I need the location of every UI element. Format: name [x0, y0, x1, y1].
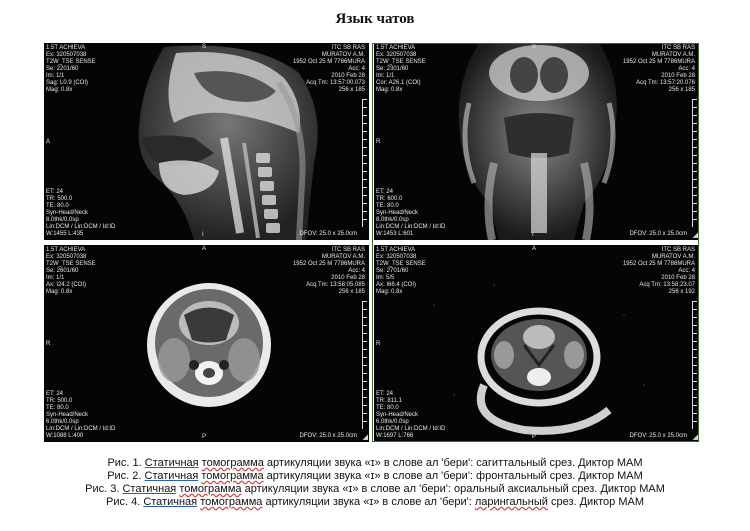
- accession: Acc: 4: [348, 66, 365, 72]
- caption-spellcheck-word: томограмма: [201, 470, 264, 482]
- slice-thickness: 6.0thk/0.0sp: [376, 419, 409, 425]
- caption-text: артикуляции звука «ɪ» в слове ал 'бери':: [262, 496, 475, 508]
- caption-underlined-word: Статичная: [144, 457, 199, 469]
- caption-prefix: Рис. 4.: [105, 496, 141, 508]
- sequence: T2W_TSE SENSE: [46, 59, 96, 65]
- scanner-model: 1.5T ACHIEVA: [46, 247, 86, 253]
- zoom-level: Mag: 0.8x: [46, 289, 73, 295]
- institution: ITC SB RAS: [661, 45, 695, 51]
- sequence: T2W_TSE SENSE: [376, 261, 426, 267]
- slice-thickness: 6.0thk/0.0sp: [46, 419, 79, 425]
- slice-position: Ax: I24.2 (COI): [46, 282, 87, 288]
- coil: Syn-Head/Neck: [376, 412, 419, 418]
- exam-id: Ex: 320507038: [46, 254, 87, 260]
- slice-position: Ax: I66.4 (COI): [376, 282, 417, 288]
- caption-text: срез. Диктор МАМ: [547, 496, 644, 508]
- orientation-bottom-label: I: [532, 232, 534, 238]
- study-date: 2010 Feb 28: [331, 73, 365, 79]
- lut-info: Lin:DCM / Lin:DCM / Id:ID: [46, 426, 116, 432]
- matrix-size: 256 x 185: [338, 289, 365, 295]
- caption-text: артикуляции звука «ɪ» в слове ал 'бери': фронтальный срез. Диктор МАМ: [263, 470, 643, 482]
- patient-dob: 1952 Oct 25 M 7786MURA: [622, 261, 695, 267]
- study-date: 2010 Feb 28: [661, 275, 695, 281]
- echo-time: TE: 80.0: [46, 405, 69, 411]
- caption-spellcheck-word: томограмма: [200, 496, 263, 508]
- slice-thickness: 8.0thk/0.0sp: [46, 217, 79, 223]
- orientation-top-label: A: [202, 246, 207, 252]
- mri-panel-coronal[interactable]: [374, 43, 699, 240]
- lut-info: Lin:DCM / Lin:DCM / Id:ID: [376, 426, 446, 432]
- orientation-bottom-label: P: [532, 434, 537, 440]
- accession: Acc: 4: [678, 66, 695, 72]
- repetition-time: TR: 811.1: [376, 398, 402, 404]
- lut-info: Lin:DCM / Lin:DCM / Id:ID: [46, 224, 116, 230]
- accession: Acc: 4: [348, 268, 365, 274]
- sequence: T2W_TSE SENSE: [376, 59, 426, 65]
- sequence: T2W_TSE SENSE: [46, 261, 96, 267]
- study-date: 2010 Feb 28: [661, 73, 695, 79]
- echo-train: ET: 24: [46, 391, 64, 397]
- mri-image-grid: [44, 43, 699, 442]
- lut-info: Lin:DCM / Lin:DCM / Id:ID: [376, 224, 446, 230]
- orientation-bottom-label: I: [202, 232, 204, 238]
- patient-name: MURATOV A.M.: [651, 254, 695, 260]
- patient-dob: 1952 Oct 25 M 7786MURA: [292, 261, 365, 267]
- acquisition-time: Acq Tm: 13:58:23.07: [639, 282, 695, 288]
- matrix-size: 256 x 185: [668, 87, 695, 93]
- image-index: Im: 1/1: [376, 73, 395, 79]
- orientation-bottom-label: P: [202, 434, 207, 440]
- resize-arrow-icon: ◢: [692, 434, 698, 441]
- scan-info-top-right: [623, 247, 695, 289]
- scan-info-bottom-left: [46, 391, 115, 440]
- caption-4: [0, 496, 750, 509]
- image-index: Im: 1/1: [46, 73, 65, 79]
- coil: Syn-Head/Neck: [46, 210, 89, 216]
- study-date: 2010 Feb 28: [331, 275, 365, 281]
- slice-position: Cor: A26.1 (COI): [376, 80, 421, 86]
- caption-underlined-word: Статичная: [122, 483, 177, 495]
- coil: Syn-Head/Neck: [376, 210, 419, 216]
- window-level: W:1088 L:400: [46, 433, 84, 439]
- scan-info-top-right: [293, 247, 365, 289]
- window-level: W:1697 L:766: [376, 433, 414, 439]
- series: Se: 2301/60: [376, 66, 409, 72]
- caption-spellcheck-word: ларингальный: [474, 496, 548, 508]
- echo-train: ET: 24: [376, 189, 394, 195]
- caption-prefix: Рис. 1.: [107, 457, 142, 469]
- acquisition-time: Acq Tm: 13:57:20.076: [636, 80, 695, 86]
- orientation-left-label: R: [376, 341, 381, 347]
- matrix-size: 256 x 185: [338, 87, 365, 93]
- orientation-left-label: R: [376, 139, 381, 145]
- series: Se: 2701/60: [376, 268, 409, 274]
- institution: ITC SB RAS: [331, 247, 365, 253]
- mri-panel-laryngeal-axial[interactable]: [374, 245, 699, 442]
- figure-captions: [0, 457, 750, 509]
- series: Se: 2601/60: [46, 268, 79, 274]
- resize-arrow-icon: ◢: [362, 434, 368, 441]
- caption-2: [0, 470, 750, 483]
- caption-text: артикуляции звука «ɪ» в слове ал 'бери': сагиттальный срез. Диктор МАМ: [263, 457, 643, 469]
- patient-dob: 1952 Oct 25 M 7786MURA: [292, 59, 365, 65]
- slice-position: Sag: L0.9 (COI): [46, 80, 89, 86]
- mri-panel-sagittal[interactable]: [44, 43, 369, 240]
- patient-name: MURATOV A.M.: [321, 52, 365, 58]
- exam-id: Ex: 320507038: [376, 52, 417, 58]
- institution: ITC SB RAS: [331, 45, 365, 51]
- caption-text: артикуляции звука «ɪ» в слове ал 'бери': оральный аксиальный срез. Диктор МАМ: [241, 483, 665, 495]
- zoom-level: Mag: 0.8x: [376, 289, 403, 295]
- patient-dob: 1952 Oct 25 M 7786MURA: [622, 59, 695, 65]
- patient-name: MURATOV A.M.: [321, 254, 365, 260]
- window-level: W:1453 L:601: [376, 231, 414, 237]
- scale-ruler: [692, 301, 697, 429]
- matrix-size: 256 x 192: [668, 289, 695, 295]
- caption-3: [0, 483, 750, 496]
- series: Se: 2201/60: [46, 66, 79, 72]
- scan-info-top-right: [623, 45, 695, 87]
- scan-info-top-left: [376, 45, 426, 87]
- scan-info-bottom-left: [376, 391, 445, 440]
- caption-1: [0, 457, 750, 470]
- scan-info-bottom-left: [376, 189, 445, 238]
- image-index: Im: 1/1: [46, 275, 65, 281]
- accession: Acc: 4: [678, 268, 695, 274]
- orientation-top-label: S: [532, 44, 537, 50]
- echo-time: TE: 80.0: [376, 405, 399, 411]
- repetition-time: TR: 600.0: [376, 196, 403, 202]
- zoom-level: Mag: 0.8x: [46, 87, 73, 93]
- scale-ruler: [362, 301, 367, 429]
- image-index: Im: 5/5: [376, 275, 395, 281]
- exam-id: Ex: 320507038: [46, 52, 87, 58]
- document-title: Язык чатов: [335, 11, 415, 27]
- scanner-model: 1.5T ACHIEVA: [376, 247, 416, 253]
- coil: Syn-Head/Neck: [46, 412, 89, 418]
- caption-prefix: Рис. 3.: [85, 483, 120, 495]
- resize-arrow-icon: ◢: [692, 232, 698, 239]
- scan-info-top-left: [46, 45, 96, 87]
- scale-ruler: [362, 99, 367, 227]
- panel-divider-horizontal: [44, 240, 699, 245]
- zoom-level: Mag: 0.8x: [376, 87, 403, 93]
- orientation-top-label: A: [532, 246, 537, 252]
- window-level: W:1455 L:435: [46, 231, 84, 237]
- orientation-left-label: A: [46, 139, 51, 145]
- scanner-model: 1.5T ACHIEVA: [376, 45, 416, 51]
- caption-prefix: Рис. 2.: [107, 470, 142, 482]
- caption-spellcheck-word: томограмма: [179, 483, 242, 495]
- scale-ruler: [692, 99, 697, 227]
- acquisition-time: Acq Tm: 13:57:00.073: [306, 80, 365, 86]
- field-of-view: DFOV: 25.0 x 25.0cm: [629, 231, 687, 237]
- scan-info-bottom-left: [46, 189, 115, 238]
- echo-time: TE: 80.0: [46, 203, 69, 209]
- echo-time: TE: 80.0: [376, 203, 399, 209]
- field-of-view: DFOV: 25.0 x 25.0cm: [629, 433, 687, 439]
- orientation-left-label: R: [46, 341, 51, 347]
- exam-id: Ex: 320507038: [376, 254, 417, 260]
- field-of-view: DFOV: 25.0 x 25.0cm: [299, 231, 357, 237]
- institution: ITC SB RAS: [661, 247, 695, 253]
- slice-thickness: 8.0thk/0.0sp: [376, 217, 409, 223]
- caption-underlined-word: Статичная: [143, 496, 198, 508]
- orientation-top-label: S: [202, 44, 207, 50]
- repetition-time: TR: 500.0: [46, 398, 73, 404]
- field-of-view: DFOV: 25.0 x 25.0cm: [299, 433, 357, 439]
- caption-underlined-word: Статичная: [144, 470, 199, 482]
- mri-panel-oral-axial[interactable]: [44, 245, 369, 442]
- echo-train: ET: 24: [46, 189, 64, 195]
- scan-info-top-right: [293, 45, 365, 87]
- scan-info-top-left: [376, 247, 426, 289]
- scan-info-top-left: [46, 247, 96, 289]
- caption-spellcheck-word: томограмма: [201, 457, 264, 469]
- echo-train: ET: 24: [376, 391, 394, 397]
- scanner-model: 1.5T ACHIEVA: [46, 45, 86, 51]
- patient-name: MURATOV A.M.: [651, 52, 695, 58]
- acquisition-time: Acq Tm: 13:58:05.085: [306, 282, 365, 288]
- repetition-time: TR: 500.0: [46, 196, 73, 202]
